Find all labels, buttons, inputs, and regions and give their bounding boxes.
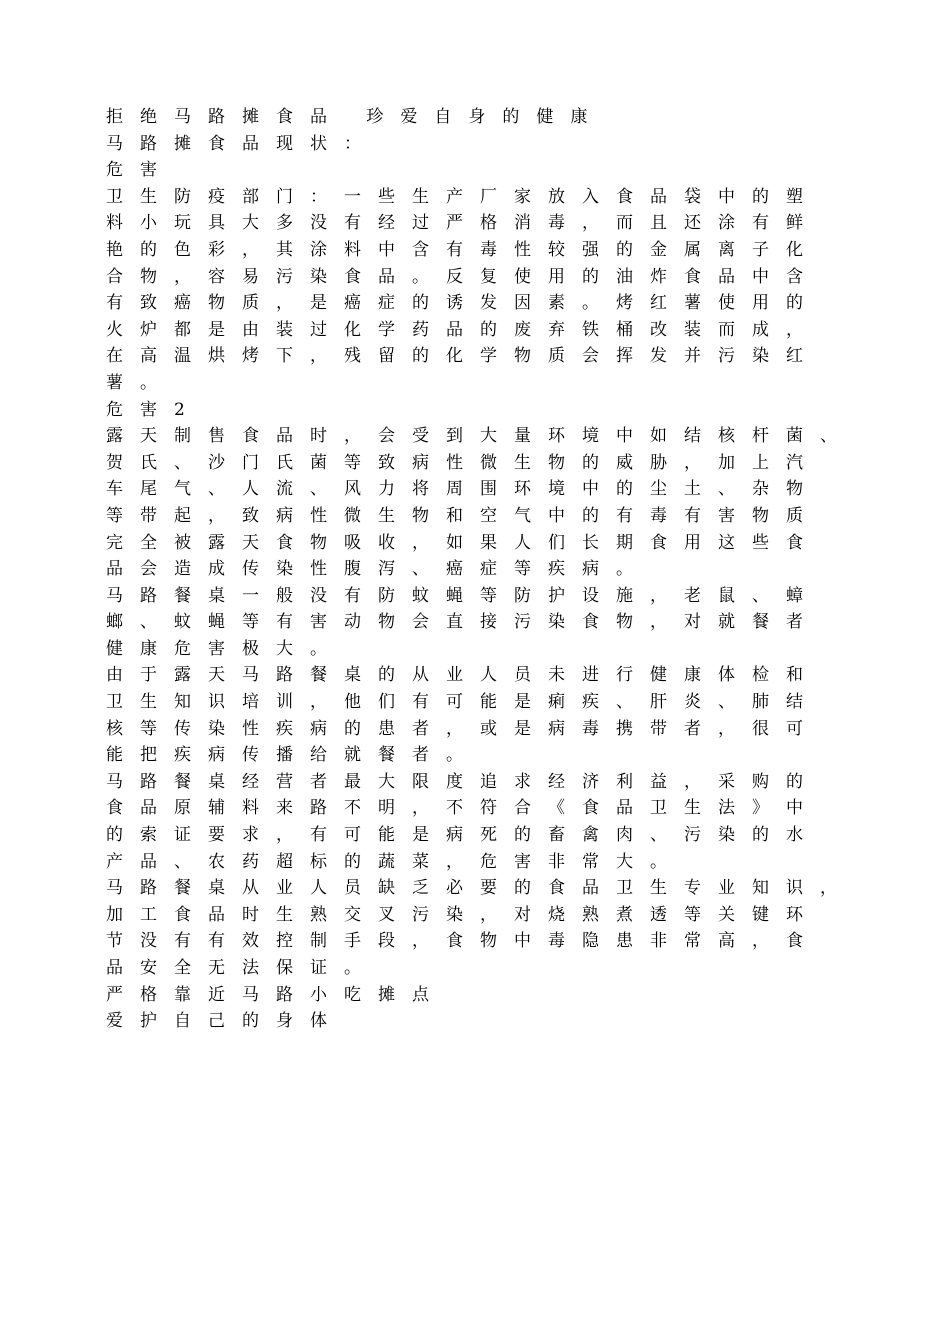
text-line: 卫生防疫部门：一些生产厂家放入食品袋中的塑 xyxy=(106,186,820,207)
section-heading: 危害 xyxy=(106,160,174,181)
text-line: 加工食品时生熟交叉污染，对烧熟煮透等关键环 xyxy=(106,904,820,925)
text-line: 核等传染性疾病的患者，或是病毒携带者，很可 xyxy=(106,718,820,739)
document-body xyxy=(106,104,866,1035)
text-line: 料小玩具大多没有经过严格消毒，而且还涂有鲜 xyxy=(106,213,820,234)
text-line: 能把疾病传播给就餐者。 xyxy=(106,745,480,766)
text-line: 贺氏、沙门氏菌等致病性微生物的威胁，加上汽 xyxy=(106,452,820,473)
text-line: 马路餐桌经营者最大限度追求经济利益，采购的 xyxy=(106,771,820,792)
text-line: 马路餐桌从业人员缺乏必要的食品卫生专业知识， xyxy=(106,878,854,899)
text-line: 有致癌物质，是癌症的诱发因素。烤红薯使用的 xyxy=(106,293,820,314)
closing-line: 爱护自己的身体 xyxy=(106,1011,344,1032)
text-line: 露天制售食品时，会受到大量环境中如结核杆菌、 xyxy=(106,426,854,447)
text-line: 车尾气、人流、风力将周围环境中的尘土、杂物 xyxy=(106,479,820,500)
closing-line: 严格靠近马路小吃摊点 xyxy=(106,984,446,1005)
text-line: 产品、农药超标的蔬菜，危害非常大。 xyxy=(106,851,684,872)
text-line: 螂、蚊蝇等有害动物会直接污染食物，对就餐者 xyxy=(106,612,820,633)
text-line: 的索证要求，有可能是病死的畜禽肉、污染的水 xyxy=(106,825,820,846)
text-line: 合物，容易污染食品。反复使用的油炸食品中含 xyxy=(106,266,820,287)
section-heading: 马路摊食品现状： xyxy=(106,133,378,154)
text-line: 健康危害极大。 xyxy=(106,638,344,659)
document-title: 拒绝马路摊食品 珍爱自身的健康 xyxy=(106,107,605,127)
text-line: 火炉都是由装过化学药品的废弃铁桶改装而成， xyxy=(106,319,820,340)
text-line: 在高温烘烤下，残留的化学物质会挥发并污染红 xyxy=(106,346,820,367)
text-line: 品会造成传染性腹泻、癌症等疾病。 xyxy=(106,559,650,580)
text-line: 由于露天马路餐桌的从业人员未进行健康体检和 xyxy=(106,665,820,686)
text-line: 完全被露天食物吸收，如果人们长期食用这些食 xyxy=(106,532,820,553)
text-line: 艳的色彩，其涂料中含有毒性较强的金属离子化 xyxy=(106,239,820,260)
text-line: 薯。 xyxy=(106,372,174,393)
text-line: 卫生知识培训，他们有可能是痢疾、肝炎、肺结 xyxy=(106,692,820,713)
text-line: 食品原辅料来路不明，不符合《食品卫生法》中 xyxy=(106,798,820,819)
text-line: 马路餐桌一般没有防蚊蝇等防护设施，老鼠、蟑 xyxy=(106,585,820,606)
section-heading: 危害2 xyxy=(106,399,202,420)
text-line: 等带起，致病性微生物和空气中的有毒有害物质 xyxy=(106,505,820,526)
text-line: 节没有有效控制手段，食物中毒隐患非常高，食 xyxy=(106,931,820,952)
text-line: 品安全无法保证。 xyxy=(106,958,378,978)
